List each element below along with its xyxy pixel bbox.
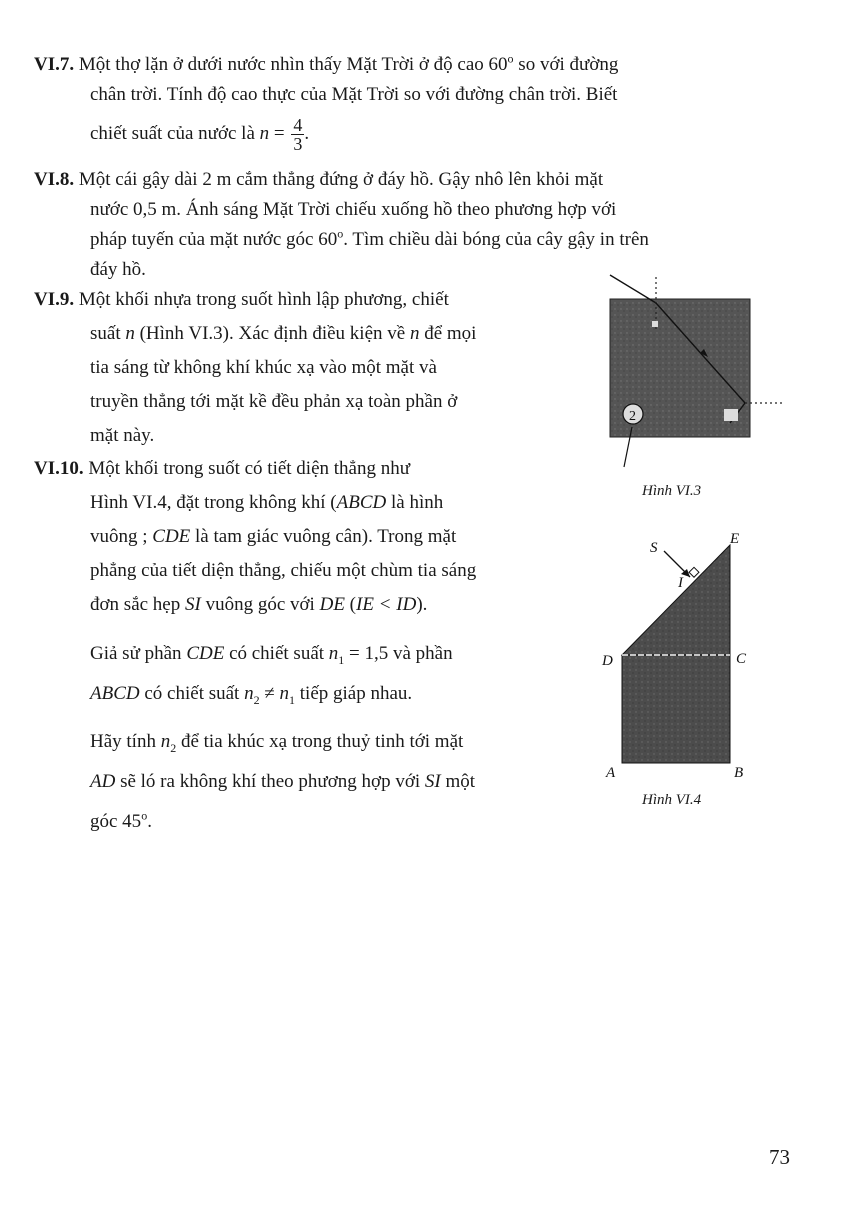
- text: tia sáng từ không khí khúc xạ vào một mặt và: [90, 357, 437, 378]
- text: . Tìm chiều dài bóng của cây gậy in trên: [343, 229, 649, 250]
- text: một: [440, 771, 476, 792]
- degree-sup: o: [507, 51, 514, 66]
- var-n2: n: [160, 731, 171, 752]
- text: chân trời. Tính độ cao thực của Mặt Trời so với đường chân trời. Biết: [90, 84, 618, 105]
- denominator: 3: [293, 134, 303, 154]
- fraction-4-3: [291, 116, 304, 153]
- var-n: n: [409, 323, 420, 344]
- text: so với đường: [513, 54, 619, 75]
- label-i: I: [678, 575, 683, 591]
- sub-2: 2: [170, 740, 177, 755]
- not-equal: ≠: [259, 683, 280, 704]
- var-n1: n: [279, 683, 290, 704]
- text: để mọi: [419, 323, 477, 344]
- text: suất: [90, 323, 126, 344]
- text: Giả sử phần: [90, 643, 187, 664]
- label-cde: CDE: [152, 526, 191, 547]
- label-cde: CDE: [186, 643, 225, 664]
- figure-vi4: [598, 525, 768, 790]
- corner-marker: [724, 409, 738, 421]
- label-c: C: [736, 651, 747, 667]
- text: nước 0,5 m. Ánh sáng Mặt Trời chiếu xuống hồ theo phương hợp với: [90, 199, 617, 220]
- ie-less-id: IE < ID: [356, 594, 417, 615]
- text: sẽ ló ra không khí theo phương hợp với: [115, 771, 425, 792]
- page-number: 73: [769, 1145, 790, 1169]
- problem-number: VI.8.: [34, 169, 75, 190]
- label-d: D: [602, 653, 613, 669]
- text: Một cái gậy dài 2 m cắm thẳng đứng ở đáy hồ. Gậy nhô lên khỏi mặt: [78, 169, 604, 190]
- caption-vi3: Hình VI.3: [642, 483, 702, 499]
- sub-1: 1: [289, 692, 296, 707]
- text: (Hình VI.3). Xác định điều kiện về: [134, 323, 410, 344]
- text: là hình: [386, 492, 444, 513]
- label-ad: AD: [90, 771, 116, 792]
- text: đáy hồ.: [90, 259, 146, 280]
- text: = 1,5 và phần: [344, 643, 453, 664]
- corner-marker: [652, 321, 658, 327]
- text: có chiết suất: [139, 683, 245, 704]
- text: Một khối trong suốt có tiết diện thẳng như: [88, 458, 411, 479]
- figure-vi3: [590, 265, 790, 475]
- text: truyền thẳng tới mặt kề đều phản xạ toàn phần ở: [90, 391, 458, 412]
- period: .: [304, 122, 310, 144]
- sub-2: 2: [253, 692, 260, 707]
- label-b: B: [734, 765, 744, 781]
- text: ).: [416, 594, 428, 615]
- text: Một thợ lặn ở dưới nước nhìn thấy Mặt Trời ở độ cao 60: [78, 54, 508, 75]
- label-2: 2: [629, 409, 636, 424]
- square-abcd: [622, 655, 730, 763]
- text: đơn sắc hẹp: [90, 594, 185, 615]
- equals: =: [269, 122, 290, 144]
- degree-sup: o: [337, 226, 344, 241]
- problem-vi7: [34, 50, 794, 153]
- text: chiết suất của nước là: [90, 122, 260, 144]
- text: Hãy tính: [90, 731, 161, 752]
- problem-number: VI.7.: [34, 54, 75, 75]
- text: vuông ;: [90, 526, 153, 547]
- label-abcd: ABCD: [336, 492, 387, 513]
- var-n: n: [259, 122, 270, 144]
- text: (: [344, 594, 356, 615]
- problem-vi9: [34, 283, 574, 453]
- text: Hình VI.4, đặt trong không khí (: [90, 492, 337, 513]
- caption-vi4: Hình VI.4: [642, 792, 702, 808]
- label-s: S: [650, 540, 658, 556]
- text: góc 45: [90, 811, 142, 832]
- text: pháp tuyến của mặt nước góc 60: [90, 229, 338, 250]
- label-de: DE: [319, 594, 345, 615]
- label-e: E: [730, 531, 740, 547]
- numerator: 4: [293, 115, 303, 135]
- degree-sup: o: [141, 808, 148, 823]
- var-n2: n: [244, 683, 254, 704]
- problem-vi10: [34, 452, 574, 842]
- text: là tam giác vuông cân). Trong mặt: [190, 526, 457, 547]
- sub-1: 1: [338, 652, 345, 667]
- label-abcd: ABCD: [90, 683, 140, 704]
- label-si: SI: [185, 594, 201, 615]
- right-angle-mark: [689, 567, 699, 577]
- text: Một khối nhựa trong suốt hình lập phương, chiết: [78, 289, 449, 310]
- var-n: n: [125, 323, 135, 344]
- text: để tia khúc xạ trong thuỷ tinh tới mặt: [176, 731, 464, 752]
- text: .: [147, 811, 152, 832]
- label-si: SI: [424, 771, 441, 792]
- text: vuông góc với: [200, 594, 320, 615]
- text: có chiết suất: [224, 643, 329, 664]
- problem-number: VI.10.: [34, 458, 84, 479]
- var-n1: n: [328, 643, 339, 664]
- text: tiếp giáp nhau.: [295, 683, 413, 704]
- prism-cde: [622, 545, 730, 655]
- text: mặt này.: [90, 425, 155, 446]
- label-a: A: [606, 765, 616, 781]
- text: phẳng của tiết diện thẳng, chiếu một chùm tia sáng: [90, 560, 477, 581]
- problem-number: VI.9.: [34, 289, 75, 310]
